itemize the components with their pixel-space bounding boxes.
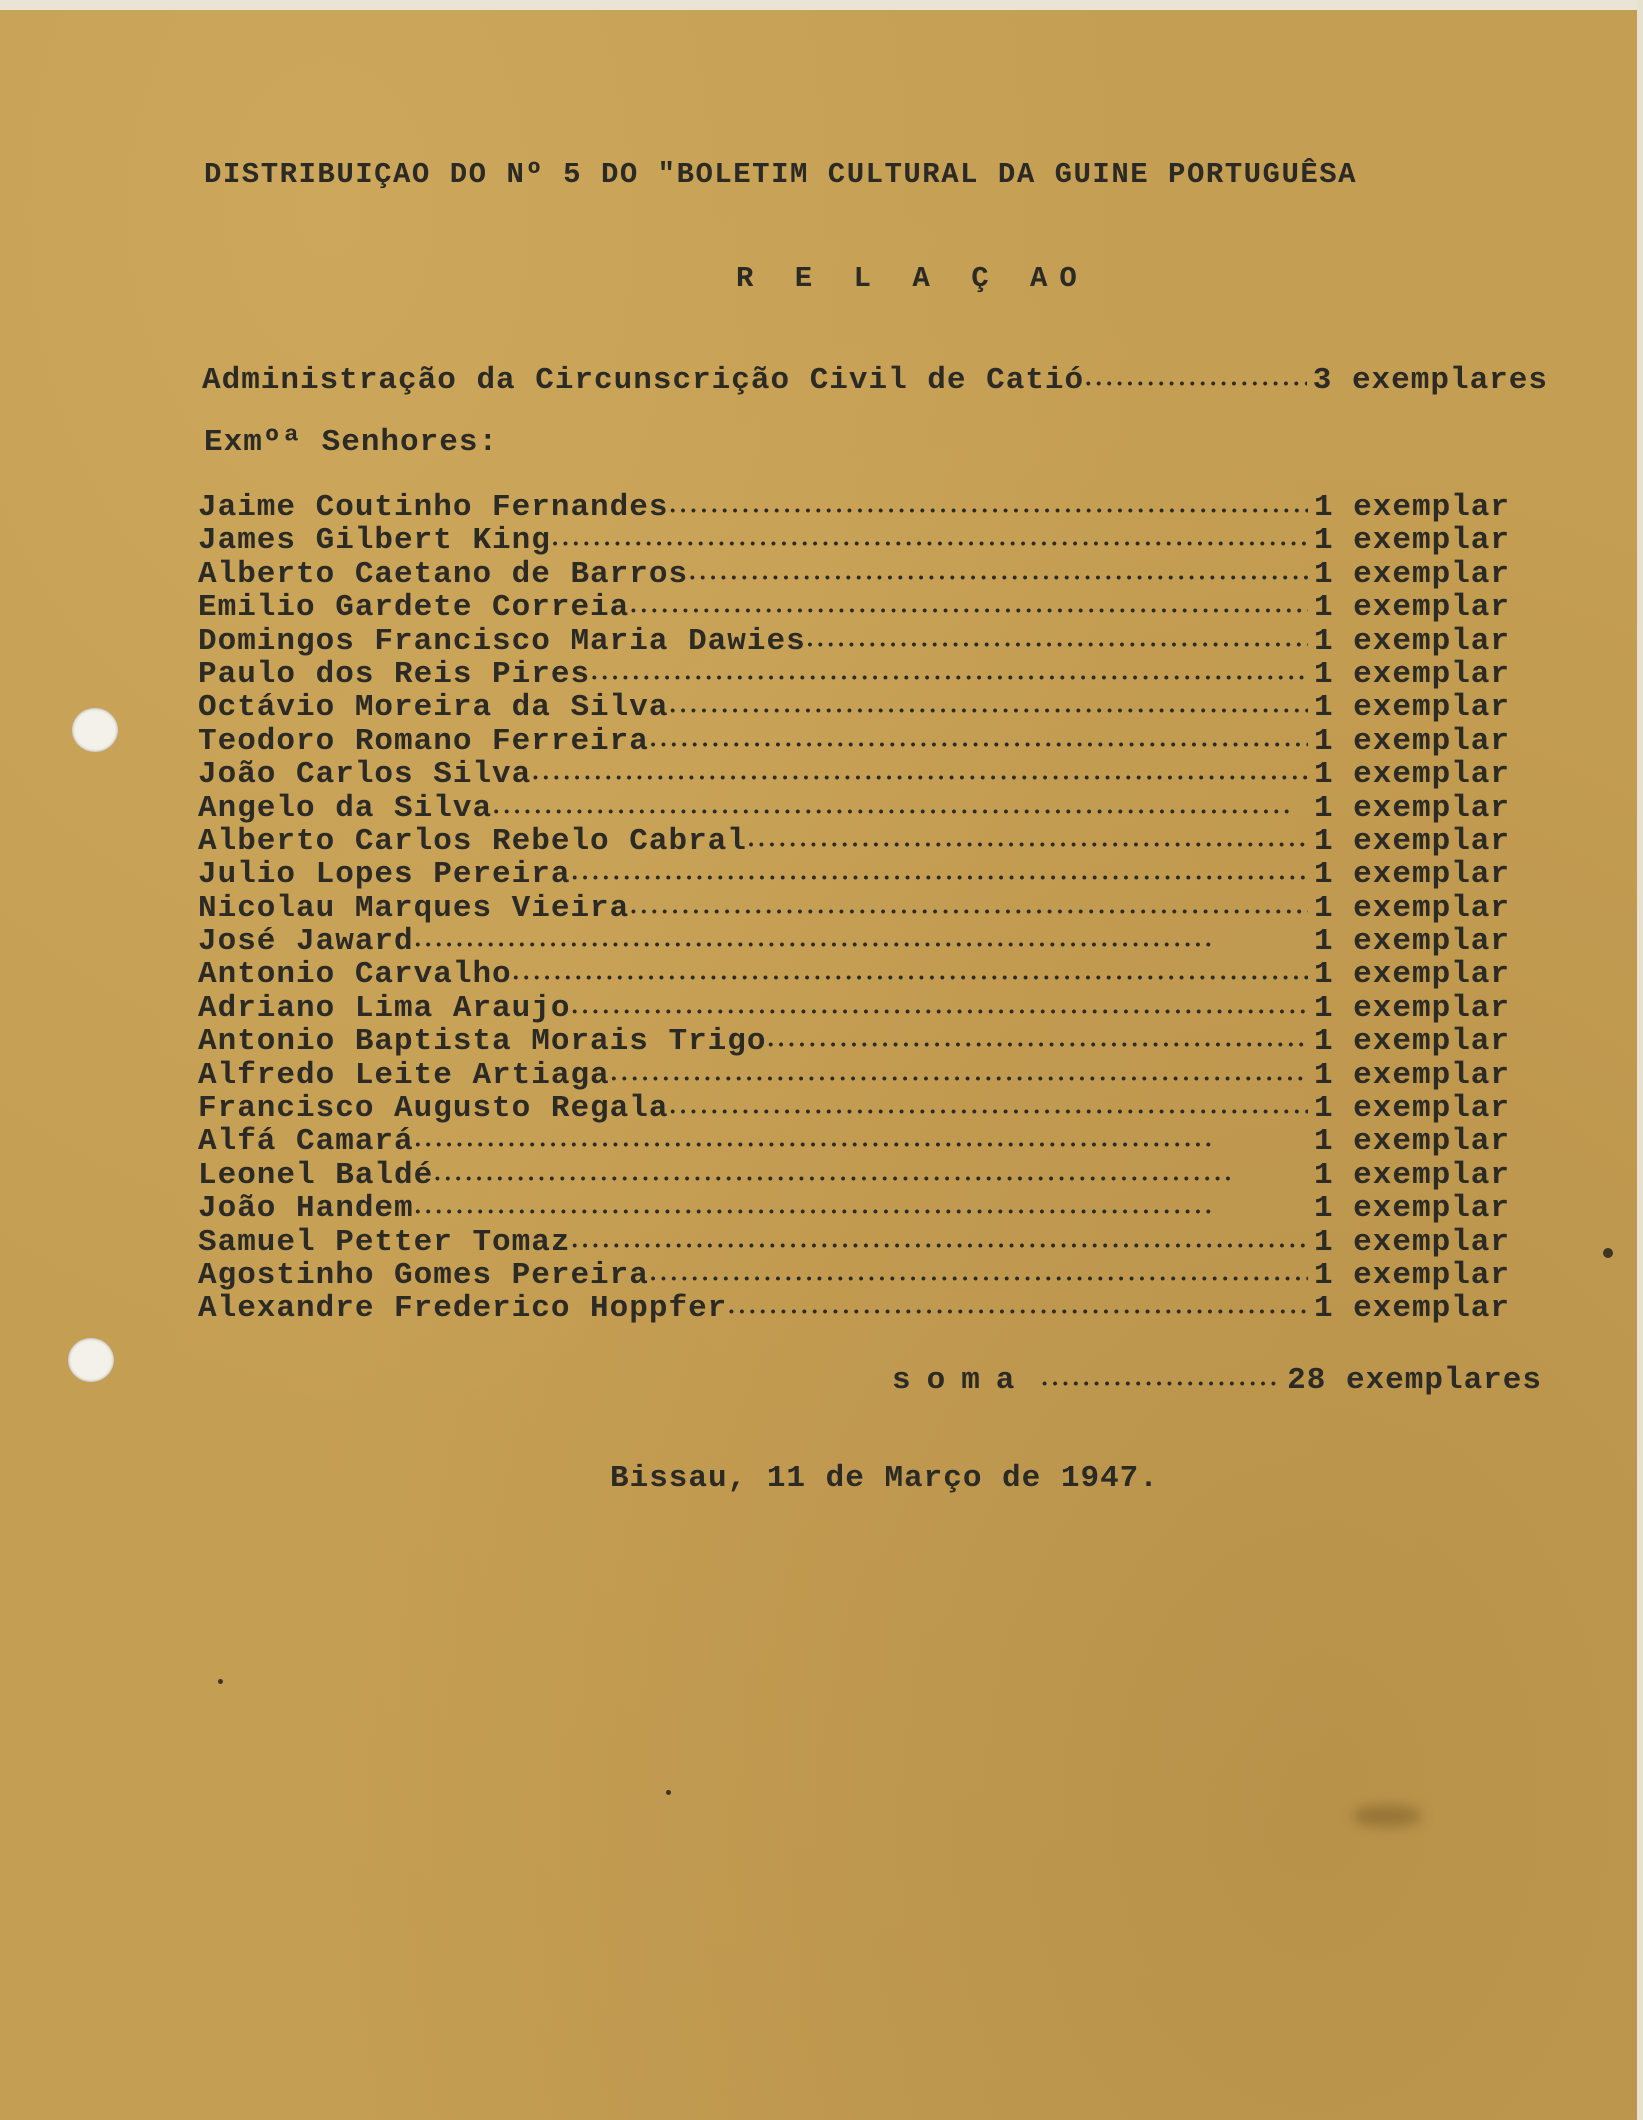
leader-dots xyxy=(551,523,1308,558)
recipient-qty: 1 exemplar xyxy=(1313,590,1510,626)
list-item xyxy=(198,1158,1510,1191)
leader-dots xyxy=(668,690,1307,725)
speck xyxy=(666,1790,671,1795)
stain-mark xyxy=(1352,1805,1422,1827)
recipient-name: Antonio Carvalho xyxy=(198,957,512,993)
list-item xyxy=(198,557,1510,590)
recipient-name: Agostinho Gomes Pereira xyxy=(198,1257,649,1293)
recipient-name: James Gilbert King xyxy=(198,523,551,559)
salutation: Exmºª Senhores: xyxy=(204,425,499,460)
punch-hole-lower xyxy=(68,1338,114,1382)
list-item xyxy=(198,590,1510,626)
leader-dots xyxy=(727,1291,1308,1326)
recipient-name: Emilio Gardete Correia xyxy=(198,590,630,626)
total-qty: 28 exemplares xyxy=(1287,1363,1542,1398)
recipient-name: Leonel Baldé xyxy=(198,1157,434,1193)
list-item xyxy=(198,1258,1510,1291)
recipient-name: Domingos Francisco Maria Dawies xyxy=(198,623,806,659)
list-item xyxy=(198,857,1510,893)
recipient-qty: 1 exemplar xyxy=(1313,924,1510,960)
leader-dots xyxy=(649,724,1308,759)
leader-dots xyxy=(570,857,1308,892)
recipient-name: Julio Lopes Pereira xyxy=(198,857,571,893)
list-item xyxy=(198,657,1510,690)
recipient-qty: 1 exemplar xyxy=(1313,1157,1510,1193)
list-item xyxy=(198,891,1510,924)
recipient-name: Paulo dos Reis Pires xyxy=(198,656,591,692)
recipient-qty: 1 exemplar xyxy=(1313,690,1510,726)
list-item xyxy=(198,1225,1510,1258)
speck xyxy=(218,1679,223,1684)
recipient-qty: 1 exemplar xyxy=(1313,623,1510,659)
leader-dots xyxy=(668,490,1307,525)
list-item xyxy=(198,624,1510,657)
recipient-qty: 1 exemplar xyxy=(1313,757,1510,793)
paper-edge-right xyxy=(1637,0,1643,2120)
recipient-qty: 1 exemplar xyxy=(1313,857,1510,893)
recipient-qty: 1 exemplar xyxy=(1313,823,1510,859)
list-item xyxy=(198,1291,1510,1327)
list-item xyxy=(198,1091,1510,1127)
leader-dots xyxy=(570,991,1308,1026)
recipient-qty: 1 exemplar xyxy=(1313,490,1510,525)
place-date: Bissau, 11 de Março de 1947. xyxy=(610,1461,1159,1496)
list-item xyxy=(198,1124,1510,1160)
paper-edge-top xyxy=(0,0,1643,10)
recipient-name: Nicolau Marques Vieira xyxy=(198,890,630,926)
recipient-name: Alfá Camará xyxy=(198,1124,414,1160)
list-item xyxy=(198,724,1510,757)
recipient-qty: 1 exemplar xyxy=(1313,790,1510,826)
leader-dots xyxy=(414,1124,1308,1159)
list-item xyxy=(198,1191,1510,1227)
recipient-qty: 1 exemplar xyxy=(1313,890,1510,926)
leader-dots xyxy=(1040,1363,1281,1398)
list-item xyxy=(198,1024,1510,1060)
leader-dots xyxy=(531,757,1308,792)
list-item xyxy=(198,523,1510,559)
recipient-name: Alexandre Frederico Hoppfer xyxy=(198,1291,728,1327)
admin-row xyxy=(202,363,1548,398)
leader-dots xyxy=(414,924,1308,959)
leader-dots xyxy=(414,1191,1308,1226)
punch-hole-upper xyxy=(72,708,118,752)
speck xyxy=(1603,1248,1613,1258)
leader-dots xyxy=(610,1058,1308,1093)
list-item xyxy=(198,791,1510,824)
recipient-qty: 1 exemplar xyxy=(1313,1024,1510,1060)
leader-dots xyxy=(747,824,1308,859)
recipient-name: Antonio Baptista Morais Trigo xyxy=(198,1024,767,1060)
list-item xyxy=(198,991,1510,1024)
leader-dots xyxy=(512,957,1308,992)
list-item xyxy=(198,957,1510,993)
admin-name: Administração da Circunscrição Civil de Catió xyxy=(202,363,1085,398)
recipient-qty: 1 exemplar xyxy=(1313,1224,1510,1260)
recipient-name: José Jaward xyxy=(198,924,414,960)
recipient-name: Octávio Moreira da Silva xyxy=(198,690,669,726)
recipient-name: Angelo da Silva xyxy=(198,790,493,826)
recipient-qty: 1 exemplar xyxy=(1313,723,1510,759)
recipient-list xyxy=(198,490,1510,1325)
recipient-name: Adriano Lima Araujo xyxy=(198,990,571,1026)
recipient-qty: 1 exemplar xyxy=(1313,1057,1510,1093)
recipient-qty: 1 exemplar xyxy=(1313,1191,1510,1227)
leader-dots xyxy=(590,657,1308,692)
list-item xyxy=(198,924,1510,960)
recipient-name: Jaime Coutinho Fernandes xyxy=(198,490,669,525)
list-item xyxy=(198,690,1510,726)
leader-dots xyxy=(492,791,1308,826)
recipient-qty: 1 exemplar xyxy=(1313,1257,1510,1293)
document-subheading: R E L A Ç AO xyxy=(736,262,1089,295)
recipient-name: João Carlos Silva xyxy=(198,757,532,793)
leader-dots xyxy=(649,1258,1308,1293)
recipient-qty: 1 exemplar xyxy=(1313,1291,1510,1327)
total-label: soma xyxy=(892,1363,1031,1398)
leader-dots xyxy=(629,590,1308,625)
leader-dots xyxy=(767,1024,1308,1059)
recipient-qty: 1 exemplar xyxy=(1313,523,1510,559)
leader-dots xyxy=(629,891,1308,926)
recipient-name: João Handem xyxy=(198,1191,414,1227)
recipient-qty: 1 exemplar xyxy=(1313,1124,1510,1160)
recipient-name: Samuel Petter Tomaz xyxy=(198,1224,571,1260)
list-item xyxy=(198,490,1510,523)
list-item xyxy=(198,1058,1510,1091)
recipient-qty: 1 exemplar xyxy=(1313,556,1510,592)
leader-dots xyxy=(806,624,1308,659)
document-heading: DISTRIBUIÇAO DO Nº 5 DO "BOLETIM CULTURAL DA GUINE PORTUGUÊSA xyxy=(204,158,1358,191)
recipient-name: Alfredo Leite Artiaga xyxy=(198,1057,610,1093)
recipient-name: Teodoro Romano Ferreira xyxy=(198,723,649,759)
list-item xyxy=(198,757,1510,793)
leader-dots xyxy=(433,1158,1308,1193)
recipient-qty: 1 exemplar xyxy=(1313,656,1510,692)
recipient-name: Francisco Augusto Regala xyxy=(198,1091,669,1127)
admin-qty: 3 exemplares xyxy=(1312,363,1548,398)
recipient-name: Alberto Caetano de Barros xyxy=(198,556,689,592)
recipient-qty: 1 exemplar xyxy=(1313,1091,1510,1127)
recipient-name: Alberto Carlos Rebelo Cabral xyxy=(198,823,747,859)
recipient-qty: 1 exemplar xyxy=(1313,990,1510,1026)
list-item xyxy=(198,824,1510,857)
leader-dots xyxy=(570,1225,1308,1260)
recipient-qty: 1 exemplar xyxy=(1313,957,1510,993)
leader-dots xyxy=(668,1091,1307,1126)
leader-dots xyxy=(688,557,1308,592)
total-row xyxy=(892,1363,1542,1398)
leader-dots xyxy=(1084,363,1307,398)
